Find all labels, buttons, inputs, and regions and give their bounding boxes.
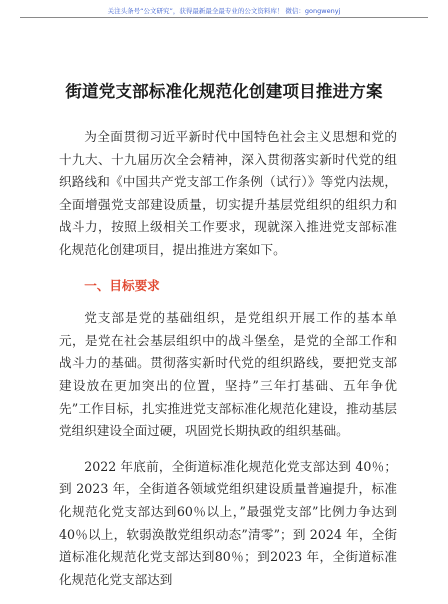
document-body xyxy=(59,126,397,604)
body-paragraph-1: 党支部是党的基础组织，是党组织开展工作的基本单元，是党在社会基层组织中的战斗堡垒，是党的全部工作和战斗力的基础。贯彻落实新时代党的组织路线，要把党支部建设放在更加突出的位置，坚持”三年打基础、五年争优先”工作目标，扎实推进党支部标准化规范化建设，推动基层党组织建设全面过硬，巩固党长期执政的组织基础。 xyxy=(59,310,397,439)
section-heading: 一、目标要求 xyxy=(84,277,160,293)
document-title: 街道党支部标准化规范化创建项目推进方案 xyxy=(65,82,383,101)
body-paragraph-2: 2022 年底前，全街道标准化规范化党支部达到 40％；到 2023 年，全街道各领域党组织建设质量普遍提升，标准化规范化党支部达到60％以上，”最强党支部”比例力争达到40％以上，软弱涣散党组织动态”清零”；到 2024 年，全街道标准化规范化党支部达到80％；到2023 年，全街道标准化规范化党支部达到 xyxy=(59,458,397,587)
intro-paragraph: 为全面贯彻习近平新时代中国特色社会主义思想和党的十九大、十九届历次全会精神，深入贯彻落实新时代党的组织路线和《中国共产党支部工作条例（试行）》等党内法规，全面增强党支部建设质量，切实提升基层党组织的组织力和战斗力，按照上级相关工作要求，现就深入推进党支部标准化规范化创建项目，提出推进方案如下。 xyxy=(59,129,397,257)
header-divider xyxy=(20,17,428,18)
header-banner: 关注头条号“公文研究”，获得最新最全最专业的公文资料库！ 微信：gongwenyj xyxy=(107,7,341,15)
